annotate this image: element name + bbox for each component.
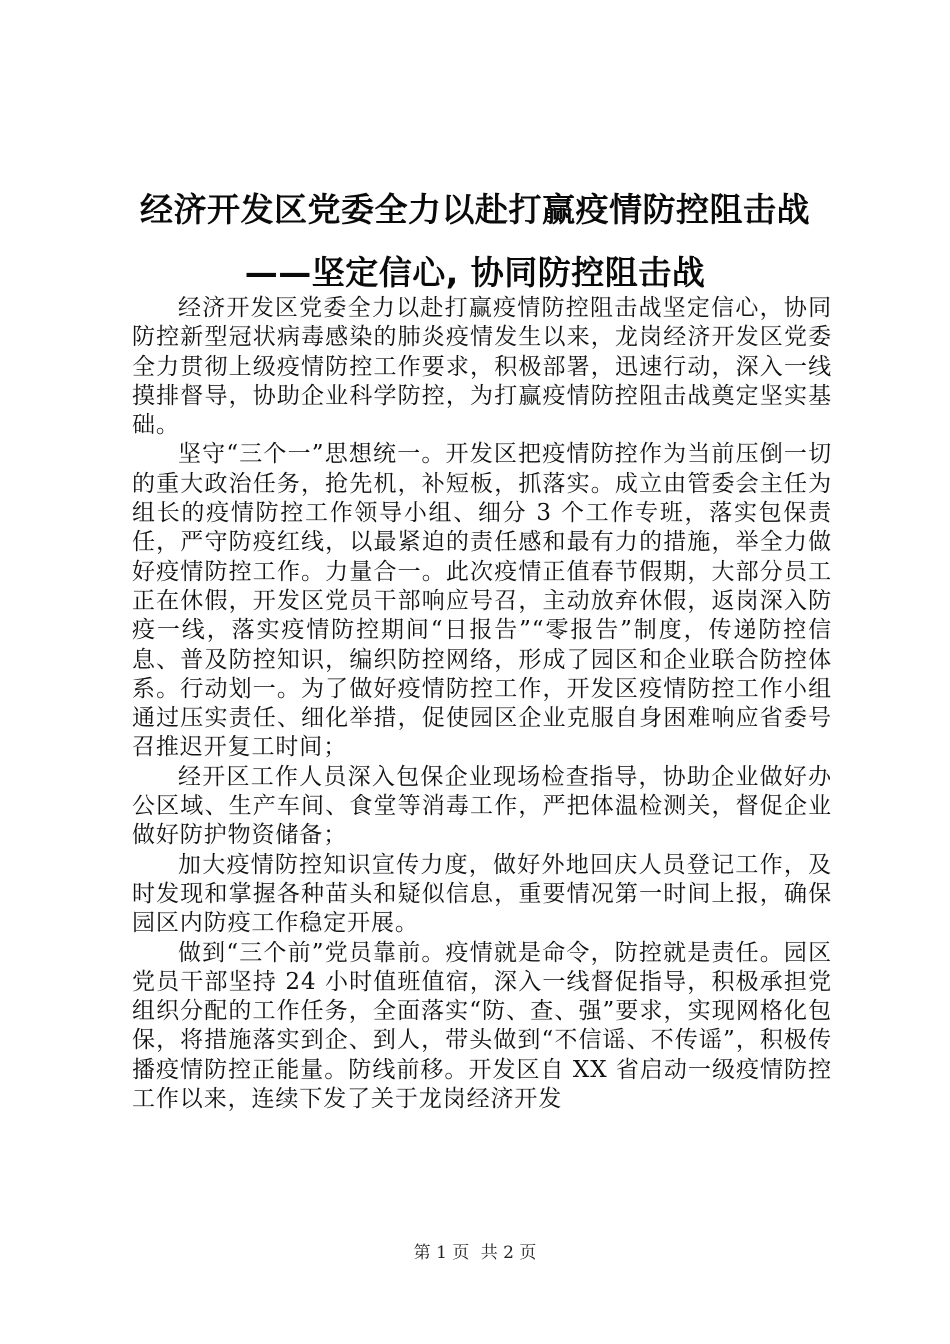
page-footer <box>0 1242 950 1264</box>
paragraph: 经开区工作人员深入包保企业现场检查指导，协助企业做好办公区域、生产车间、食堂等消毒工作，严把体温检测关，督促企业做好防护物资储备； <box>132 763 832 849</box>
document-title: 经济开发区党委全力以赴打赢疫情防控阻击战 <box>140 190 810 229</box>
paragraph: 经济开发区党委全力以赴打赢疫情防控阻击战坚定信心，协同防控新型冠状病毒感染的肺炎疫情发生以来，龙岗经济开发区党委全力贯彻上级疫情防控工作要求，积极部署，迅速行动，深入一线摸排督导，协助企业科学防控，为打赢疫情防控阻击战奠定坚实基础。 <box>132 295 832 439</box>
paragraph: 坚守“三个一”思想统一。开发区把疫情防控作为当前压倒一切的重大政治任务，抢先机，补短板，抓落实。成立由管委会主任为组长的疫情防控工作领导小组、细分 3 个工作专班，落实包保责任，严守防疫红线，以最紧迫的责任感和最有力的措施，举全力做好疫情防控工作。力量合一。此次疫情正值春节假期，大部分员工正在休假，开发区党员干部响应号召，主动放弃休假，返岗深入防疫一线，落实疫情防控期间“日报告”“零报告”制度，传递防控信息、普及防控知识，编织防控网络，形成了园区和企业联合防控体系。行动划一。为了做好疫情防控工作，开发区疫情防控工作小组通过压实责任、细化举措，促使园区企业克服自身困难响应省委号召推迟开复工时间； <box>132 441 832 761</box>
paragraph: 加大疫情防控知识宣传力度，做好外地回庆人员登记工作，及时发现和掌握各种苗头和疑似信息，重要情况第一时间上报，确保园区内防疫工作稳定开展。 <box>132 851 832 937</box>
page-total: 共 2 页 <box>480 1243 537 1263</box>
paragraph: 做到“三个前”党员靠前。疫情就是命令，防控就是责任。园区党员干部坚持 24 小时值班值宿，深入一线督促指导，积极承担党组织分配的工作任务，全面落实“防、查、强”要求，实现网格化包保，将措施落实到企、到人，带头做到“不信谣、不传谣”，积极传播疫情防控正能量。防线前移。开发区自 XX 省启动一级疫情防控工作以来，连续下发了关于龙岗经济开发 <box>132 939 832 1113</box>
document-body <box>132 294 832 1114</box>
document-subtitle: ——坚定信心, 协同防控阻击战 <box>244 253 706 292</box>
page-number: 第 1 页 <box>413 1243 470 1263</box>
